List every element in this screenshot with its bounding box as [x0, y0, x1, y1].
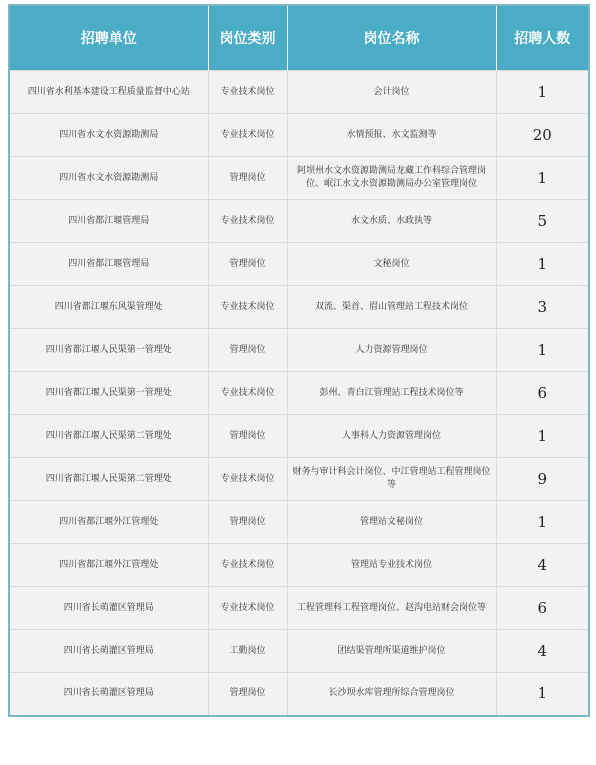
table-row [9, 630, 589, 673]
cell-category: 管理岗位 [208, 329, 287, 372]
table-row [9, 157, 589, 200]
cell-unit: 四川省长萌灌区管理局 [9, 673, 208, 716]
cell-category: 专业技术岗位 [208, 286, 287, 329]
header-category: 岗位类别 [208, 5, 287, 71]
cell-position: 水情预报、水文监测等 [287, 114, 496, 157]
table-row [9, 114, 589, 157]
cell-category: 管理岗位 [208, 501, 287, 544]
table-row [9, 329, 589, 372]
cell-position: 管理站文秘岗位 [287, 501, 496, 544]
cell-category: 专业技术岗位 [208, 544, 287, 587]
table-row [9, 71, 589, 114]
cell-unit: 四川省水利基本建设工程质量监督中心站 [9, 71, 208, 114]
cell-position: 文秘岗位 [287, 243, 496, 286]
cell-unit: 四川省水文水资源勘测局 [9, 114, 208, 157]
table-header-row [9, 5, 589, 71]
cell-count: 20 [496, 114, 589, 157]
table-row [9, 415, 589, 458]
cell-count: 6 [496, 587, 589, 630]
cell-category: 专业技术岗位 [208, 71, 287, 114]
table-row [9, 200, 589, 243]
table-row [9, 286, 589, 329]
cell-unit: 四川省都江堰管理局 [9, 243, 208, 286]
cell-unit: 四川省都江堰东风渠管理处 [9, 286, 208, 329]
cell-category: 专业技术岗位 [208, 587, 287, 630]
cell-category: 专业技术岗位 [208, 200, 287, 243]
cell-category: 工勤岗位 [208, 630, 287, 673]
cell-position: 人事科人力资源管理岗位 [287, 415, 496, 458]
cell-count: 1 [496, 71, 589, 114]
table-row [9, 372, 589, 415]
cell-unit: 四川省长萌灌区管理局 [9, 630, 208, 673]
cell-count: 1 [496, 673, 589, 716]
cell-unit: 四川省都江堰人民渠第一管理处 [9, 372, 208, 415]
cell-category: 专业技术岗位 [208, 114, 287, 157]
cell-count: 3 [496, 286, 589, 329]
cell-position: 团结渠管理所渠道维护岗位 [287, 630, 496, 673]
cell-unit: 四川省都江堰人民渠第一管理处 [9, 329, 208, 372]
cell-unit: 四川省都江堰外江管理处 [9, 544, 208, 587]
cell-count: 1 [496, 329, 589, 372]
table-row [9, 544, 589, 587]
cell-count: 4 [496, 630, 589, 673]
table-row [9, 243, 589, 286]
cell-unit: 四川省都江堰人民渠第二管理处 [9, 415, 208, 458]
cell-position: 阿坝州水文水资源勘测局龙藏工作科综合管理岗位、岷江水文水资源勘测局办公室管理岗位 [287, 157, 496, 200]
cell-position: 双流、渠首、眉山管理站工程技术岗位 [287, 286, 496, 329]
cell-position: 彭州、青白江管理站工程技术岗位等 [287, 372, 496, 415]
cell-count: 1 [496, 157, 589, 200]
table-row [9, 673, 589, 716]
cell-unit: 四川省长萌灌区管理局 [9, 587, 208, 630]
cell-position: 水文水质、水政执等 [287, 200, 496, 243]
cell-count: 1 [496, 501, 589, 544]
cell-category: 管理岗位 [208, 243, 287, 286]
cell-category: 专业技术岗位 [208, 458, 287, 501]
cell-category: 管理岗位 [208, 415, 287, 458]
cell-category: 管理岗位 [208, 673, 287, 716]
table-row [9, 501, 589, 544]
table-row [9, 458, 589, 501]
cell-position: 工程管理科工程管理岗位、赵沟电站财会岗位等 [287, 587, 496, 630]
cell-unit: 四川省都江堰人民渠第二管理处 [9, 458, 208, 501]
cell-position: 长沙坝水库管理所综合管理岗位 [287, 673, 496, 716]
recruitment-table [8, 4, 590, 717]
header-count: 招聘人数 [496, 5, 589, 71]
cell-unit: 四川省都江堰管理局 [9, 200, 208, 243]
cell-position: 财务与审计科会计岗位、中江管理站工程管理岗位等 [287, 458, 496, 501]
cell-position: 管理站专业技术岗位 [287, 544, 496, 587]
cell-position: 人力资源管理岗位 [287, 329, 496, 372]
cell-unit: 四川省水文水资源勘测局 [9, 157, 208, 200]
cell-count: 4 [496, 544, 589, 587]
cell-count: 6 [496, 372, 589, 415]
table-row [9, 587, 589, 630]
cell-position: 会计岗位 [287, 71, 496, 114]
cell-category: 管理岗位 [208, 157, 287, 200]
cell-count: 1 [496, 415, 589, 458]
cell-category: 专业技术岗位 [208, 372, 287, 415]
cell-count: 1 [496, 243, 589, 286]
header-position: 岗位名称 [287, 5, 496, 71]
header-unit: 招聘单位 [9, 5, 208, 71]
cell-count: 5 [496, 200, 589, 243]
cell-count: 9 [496, 458, 589, 501]
cell-unit: 四川省都江堰外江管理处 [9, 501, 208, 544]
